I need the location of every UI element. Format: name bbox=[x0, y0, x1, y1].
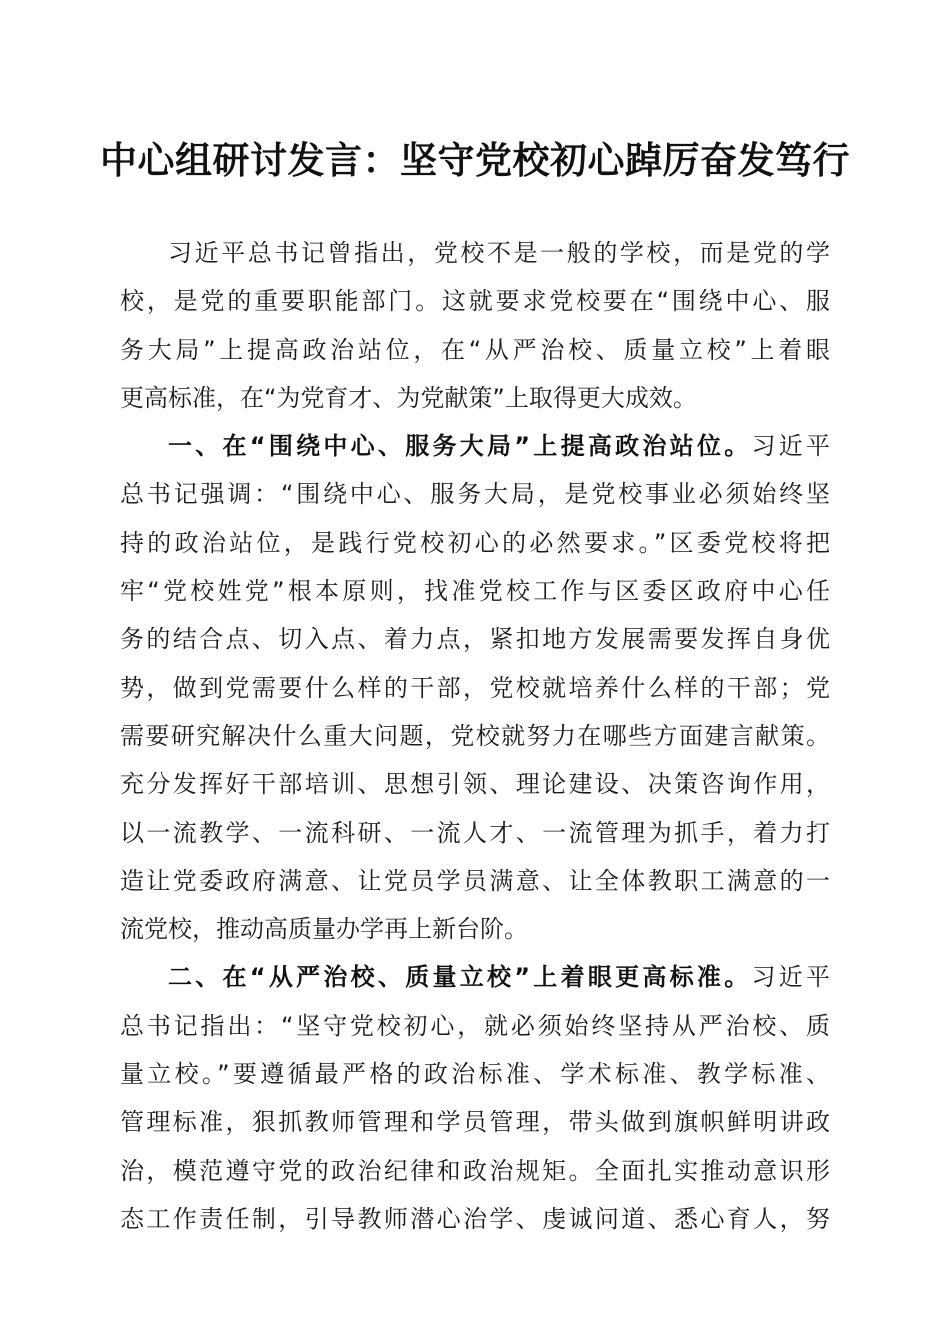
text-line: 充分发挥好干部培训、思想引领、理论建设、决策咨询作用， bbox=[120, 770, 830, 799]
section-heading: 二、在“从严治校、质量立校”上着眼更高标准。 bbox=[168, 963, 752, 992]
text-line: 以一流教学、一流科研、一流人才、一流管理为抓手，着力打 bbox=[120, 818, 830, 847]
text-line: 态工作责任制，引导教师潜心治学、虔诚问道、悉心育人，努 bbox=[120, 1204, 830, 1233]
text-line: 务的结合点、切入点、着力点，紧扣地方发展需要发挥自身优 bbox=[120, 625, 830, 654]
text-line: 造让党委政府满意、让党员学员满意、让全体教职工满意的一 bbox=[120, 866, 830, 895]
text-line: 总书记强调：“围绕中心、服务大局，是党校事业必须始终坚 bbox=[120, 480, 830, 509]
document-body bbox=[120, 229, 830, 1243]
text-line: 势，做到党需要什么样的干部，党校就培养什么样的干部；党 bbox=[120, 673, 830, 702]
section-heading: 一、在“围绕中心、服务大局”上提高政治站位。 bbox=[168, 432, 752, 461]
text-line: 务大局”上提高政治站位，在“从严治校、质量立校”上着眼 bbox=[120, 335, 830, 364]
text-line: 总书记指出：“坚守党校初心，就必须始终坚持从严治校、质 bbox=[120, 1011, 830, 1040]
text-line: 持的政治站位，是践行党校初心的必然要求。”区委党校将把 bbox=[120, 528, 830, 557]
text-line: 校，是党的重要职能部门。这就要求党校要在“围绕中心、服 bbox=[120, 287, 830, 316]
text-line: 管理标准，狠抓教师管理和学员管理，带头做到旗帜鲜明讲政 bbox=[120, 1108, 830, 1137]
text-line: 治，模范遵守党的政治纪律和政治规矩。全面扎实推动意识形 bbox=[120, 1156, 830, 1185]
text-line: 习近平总书记曾指出，党校不是一般的学校，而是党的学 bbox=[168, 239, 830, 267]
page-title: 中心组研讨发言：坚守党校初心踔厉奋发笃行 bbox=[100, 138, 850, 182]
section-heading-line: 二、在“从严治校、质量立校”上着眼更高标准。习近平 bbox=[168, 963, 831, 992]
text-line: 流党校，推动高质量办学再上新台阶。 bbox=[120, 915, 528, 944]
text-line: 牢“党校姓党”根本原则，找准党校工作与区委区政府中心任 bbox=[120, 577, 830, 606]
section-heading-line: 一、在“围绕中心、服务大局”上提高政治站位。习近平 bbox=[168, 432, 831, 461]
text-line: 量立校。”要遵循最严格的政治标准、学术标准、教学标准、 bbox=[120, 1060, 830, 1089]
text-line: 需要研究解决什么重大问题，党校就努力在哪些方面建言献策。 bbox=[120, 721, 830, 750]
text-line: 更高标准，在“为党育才、为党献策”上取得更大成效。 bbox=[120, 383, 697, 412]
